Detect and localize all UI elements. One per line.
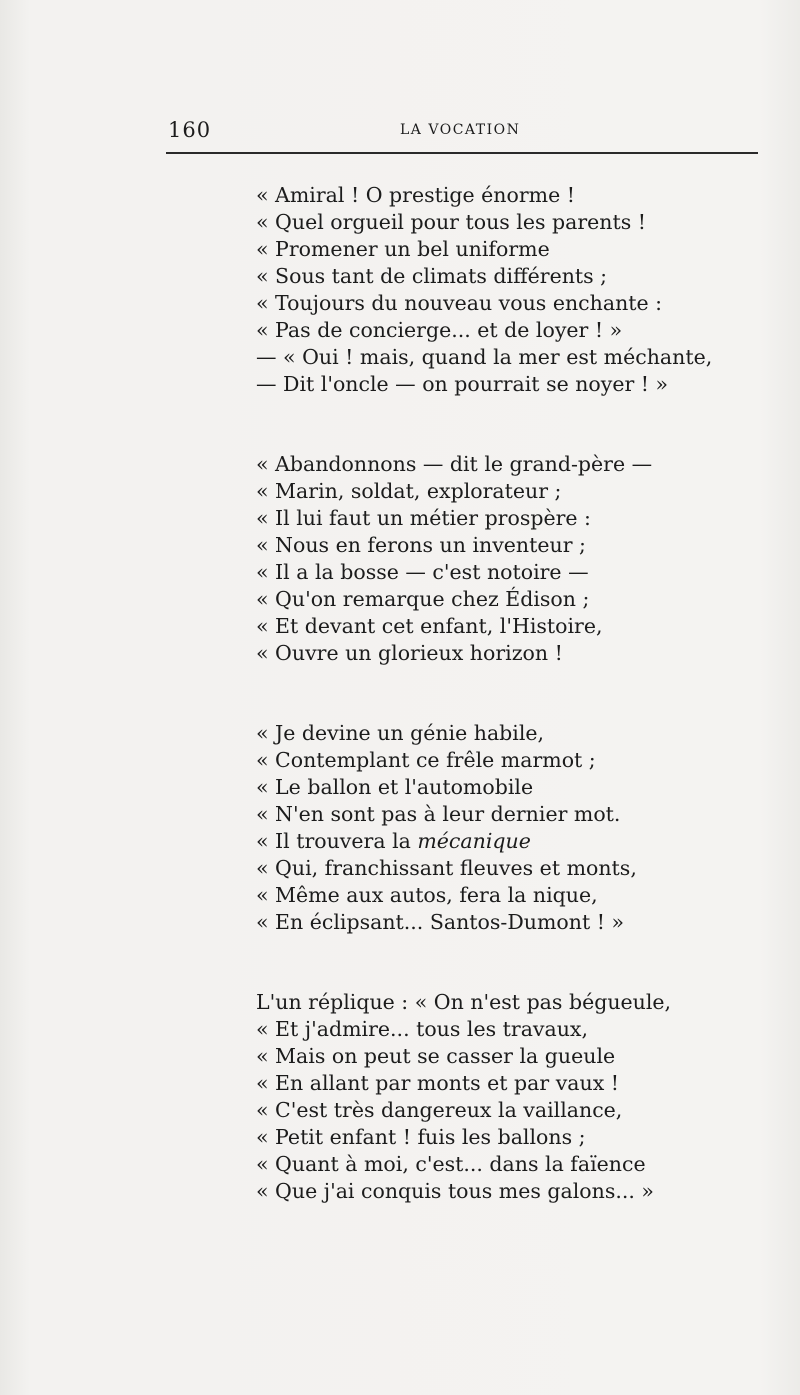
- verse-line: « Pas de concierge... et de loyer ! »: [256, 318, 623, 342]
- verse-line: « Mais on peut se casser la gueule: [256, 1044, 616, 1068]
- verse-line: « Qui, franchissant fleuves et monts,: [256, 856, 637, 880]
- running-title: LA VOCATION: [400, 122, 521, 138]
- verse-line: « Même aux autos, fera la nique,: [256, 883, 598, 907]
- stanza-3: [256, 720, 726, 936]
- poem: [256, 182, 726, 1258]
- verse-line: « Quant à moi, c'est... dans la faïence: [256, 1152, 646, 1176]
- verse-line: « Et devant cet enfant, l'Histoire,: [256, 614, 603, 638]
- verse-line: « Quel orgueil pour tous les parents !: [256, 210, 647, 234]
- verse-line: « Marin, soldat, explorateur ;: [256, 479, 562, 503]
- italic-word: mécanique: [417, 829, 531, 853]
- verse-line: — Dit l'oncle — on pourrait se noyer ! »: [256, 372, 669, 396]
- verse-line: « Ouvre un glorieux horizon !: [256, 641, 563, 665]
- verse-line: « Il lui faut un métier prospère :: [256, 506, 591, 530]
- verse-line: « Contemplant ce frêle marmot ;: [256, 748, 596, 772]
- verse-line: « En allant par monts et par vaux !: [256, 1071, 620, 1095]
- verse-line: « En éclipsant... Santos-Dumont ! »: [256, 910, 625, 934]
- verse-line: « Sous tant de climats différents ;: [256, 264, 608, 288]
- verse-line: « Toujours du nouveau vous enchante :: [256, 291, 663, 315]
- verse-line: « C'est très dangereux la vaillance,: [256, 1098, 623, 1122]
- verse-line-start: « Il trouvera la: [256, 829, 418, 853]
- stanza-4: [256, 989, 726, 1205]
- verse-line: « Amiral ! O prestige énorme !: [256, 183, 575, 207]
- verse-line: — « Oui ! mais, quand la mer est méchante,: [256, 345, 713, 369]
- stanza-1: [256, 182, 726, 398]
- verse-line: « Nous en ferons un inventeur ;: [256, 533, 586, 557]
- header-rule: [166, 152, 758, 154]
- verse-line: « Promener un bel uniforme: [256, 237, 550, 261]
- verse-line-with-italic: [256, 828, 726, 855]
- verse-line: « Qu'on remarque chez Édison ;: [256, 587, 590, 611]
- page-header: [168, 118, 758, 148]
- page-number: 160: [168, 118, 212, 142]
- verse-line: « Le ballon et l'automobile: [256, 775, 534, 799]
- verse-line: « Que j'ai conquis tous mes galons... »: [256, 1179, 654, 1203]
- verse-line: « Il a la bosse — c'est notoire —: [256, 560, 589, 584]
- verse-line: « N'en sont pas à leur dernier mot.: [256, 802, 621, 826]
- verse-line: L'un réplique : « On n'est pas bégueule,: [256, 990, 672, 1014]
- verse-line: « Je devine un génie habile,: [256, 721, 545, 745]
- verse-line: « Et j'admire... tous les travaux,: [256, 1017, 588, 1041]
- verse-line: « Petit enfant ! fuis les ballons ;: [256, 1125, 586, 1149]
- stanza-2: [256, 451, 726, 667]
- verse-line: « Abandonnons — dit le grand-père —: [256, 452, 653, 476]
